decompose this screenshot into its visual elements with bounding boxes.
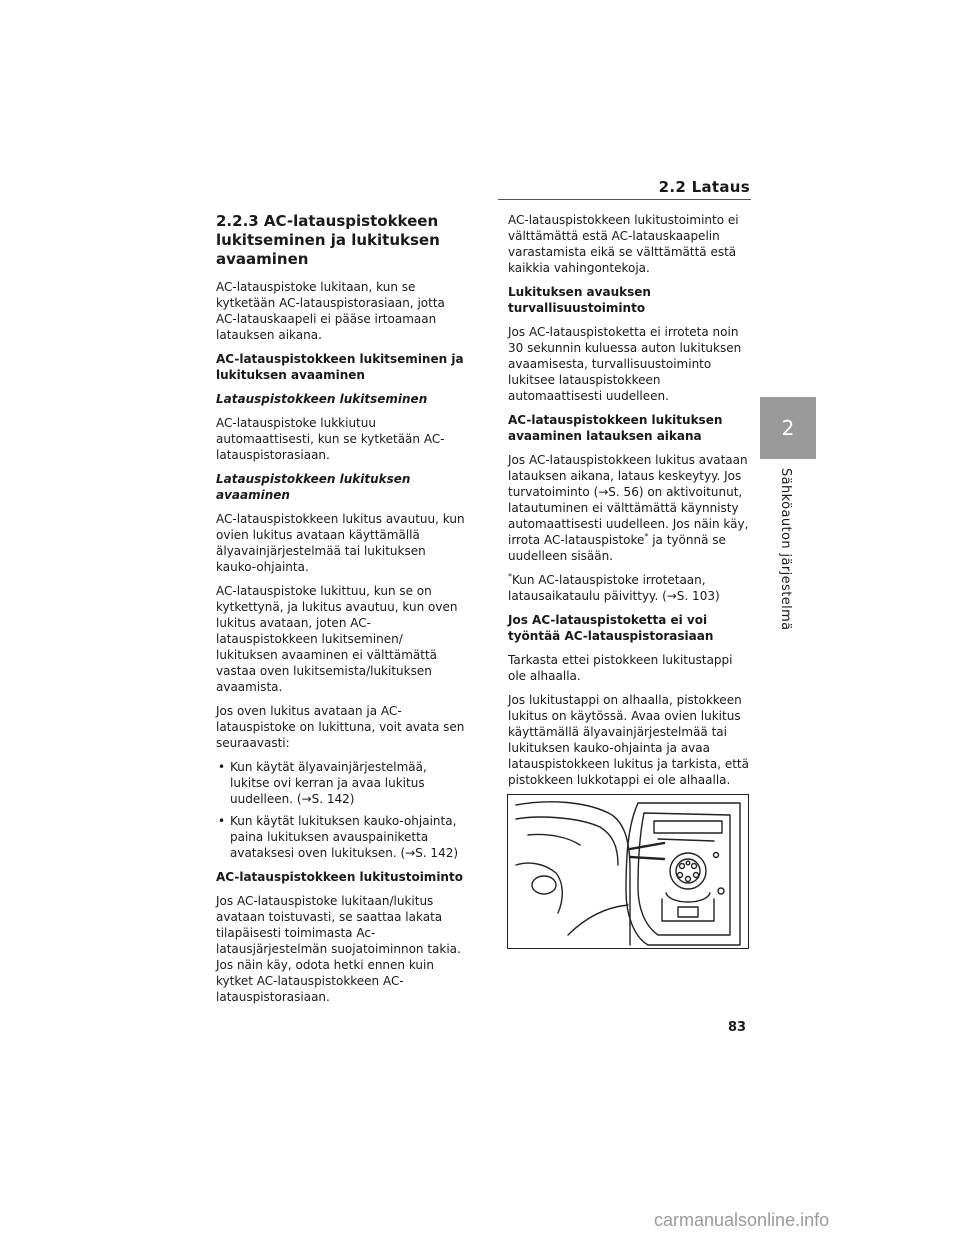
footnote-marker: * bbox=[644, 532, 649, 541]
subheading-cannot-insert: Jos AC-latauspistoketta ei voi työntää AC-latauspistorasiaan bbox=[508, 613, 714, 643]
chapter-label: Sähköauton järjestelmä bbox=[778, 468, 793, 631]
right-column bbox=[508, 212, 754, 796]
paragraph: AC-latauspistokkeen lukitustoiminto ei välttämättä estä AC-latauskaapelin varastamista eikä se välttämättä estä kaikkia vahingontekoja. bbox=[508, 213, 739, 275]
subheading-lock-function: AC-latauspistokkeen lukitustoiminto bbox=[216, 870, 463, 884]
footnote-text: Kun AC-latauspistoke irrotetaan, latausaikataulu päivittyy. (→S. 103) bbox=[508, 573, 720, 603]
paragraph: AC-latauspistoke lukkiutuu automaattisesti, kun se kytketään AC-latauspistorasiaan. bbox=[216, 416, 445, 462]
chapter-tab bbox=[760, 397, 816, 459]
paragraph-text: Jos AC-latauspistokkeen lukitus avataan latauksen aikana, lataus keskeytyy. Jos turvatoiminto (→S. 56) on aktivoitunut, latautuminen ei välttämättä käynnisty automaattisesti uudelleen. Jos näin käy, irrota AC-latauspistoke bbox=[508, 453, 749, 547]
paragraph: AC-latauspistoke lukittuu, kun se on kytkettynä, ja lukitus avautuu, kun oven lukitus avataan, joten AC-latauspistokkeen lukitseminen/ lukituksen avaaminen ei välttämättä vastaa oven lukitsemista/lukituksen avaamista. bbox=[216, 584, 458, 694]
list-item: • Kun käytät älyavainjärjestelmää, lukitse ovi kerran ja avaa lukitus uudelleen. (→S. 142) bbox=[216, 759, 466, 807]
subheading-unlock-during-charging: AC-latauspistokkeen lukituksen avaaminen latauksen aikana bbox=[508, 413, 723, 443]
section-header: 2.2 Lataus bbox=[658, 178, 750, 196]
charging-port-drawing bbox=[508, 795, 748, 948]
paragraph-text: ja työnnä se uudelleen sisään. bbox=[508, 533, 726, 563]
bullet-list bbox=[216, 759, 466, 861]
section-title: 2.2.3 AC-latauspistokkeen lukitseminen ja lukituksen avaaminen bbox=[216, 212, 440, 268]
list-item: • Kun käytät lukituksen kauko-ohjainta, paina lukituksen avauspainiketta avataksesi oven lukituksen. (→S. 142) bbox=[216, 813, 466, 861]
paragraph: Jos lukitustappi on alhaalla, pistokkeen lukitus on käytössä. Avaa ovien lukitus käyttämällä älyavainjärjestelmää tai lukituksen kauko-ohjainta ja avaa latauspistokkeen lukitus ja tarkista, että pistokkeen lukkotappi ei ole alhaalla. bbox=[508, 693, 749, 787]
paragraph: AC-latauspistokkeen lukitus avautuu, kun ovien lukitus avataan käyttämällä älyavainjärjestelmää tai lukituksen kauko-ohjainta. bbox=[216, 512, 465, 574]
intro-paragraph: AC-latauspistoke lukitaan, kun se kytketään AC-latauspistorasiaan, jotta AC-latauskaapeli ei pääse irtoamaan latauksen aikana. bbox=[216, 280, 445, 342]
left-column bbox=[216, 212, 466, 1013]
paragraph: Jos AC-latauspistoketta ei irroteta noin 30 sekunnin kuluessa auton lukituksen avaamisesta, turvallisuustoiminto lukitsee latauspistokkeen automaattisesti uudelleen. bbox=[508, 325, 742, 403]
subheading-safety-function: Lukituksen avauksen turvallisuustoiminto bbox=[508, 285, 651, 315]
footnote-marker: * bbox=[508, 572, 512, 581]
paragraph: Tarkasta ettei pistokkeen lukitustappi ole alhaalla. bbox=[508, 653, 733, 683]
paragraph: Jos oven lukitus avataan ja AC-latauspistoke on lukittuna, voit avata sen seuraavasti: bbox=[216, 704, 465, 750]
subheading-plug-unlocking: Latauspistokkeen lukituksen avaaminen bbox=[216, 472, 411, 502]
chapter-number: 2 bbox=[781, 416, 795, 440]
charging-port-illustration bbox=[507, 794, 749, 949]
watermark: carmanualsonline.info bbox=[654, 1210, 830, 1230]
subheading-locking: AC-latauspistokkeen lukitseminen ja lukituksen avaaminen bbox=[216, 352, 464, 382]
subheading-plug-locking: Latauspistokkeen lukitseminen bbox=[216, 392, 428, 406]
page-number: 83 bbox=[728, 1020, 747, 1035]
paragraph bbox=[508, 452, 754, 564]
header-divider bbox=[498, 199, 751, 200]
footnote bbox=[508, 572, 754, 604]
paragraph: Jos AC-latauspistoke lukitaan/lukitus avataan toistuvasti, se saattaa lakata tilapäisesti toimimasta Ac-latausjärjestelmän suojatoiminnon takia. Jos näin käy, odota hetki ennen kuin kytket AC-latauspistokkeen AC-latauspistorasiaan. bbox=[216, 894, 461, 1004]
